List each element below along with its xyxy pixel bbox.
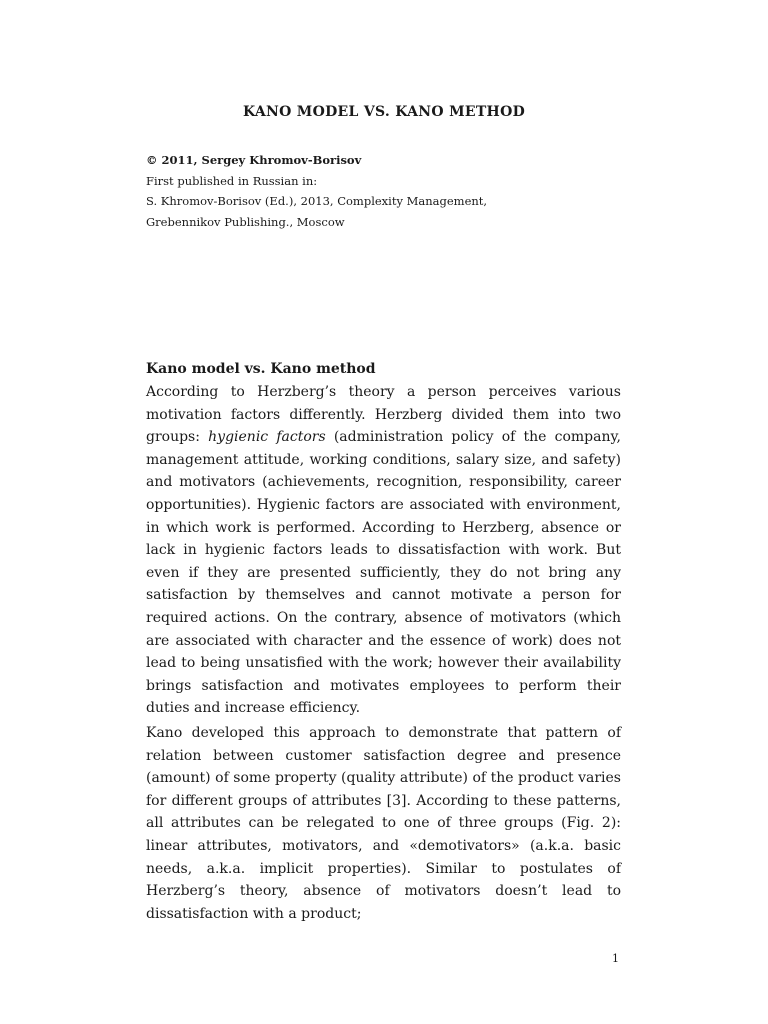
para1-italic-term: hygienic factors [208, 429, 326, 446]
publisher-line: Grebennikov Publishing., Moscow [146, 214, 345, 229]
para2-text: Kano developed this approach to demonstrate that pattern of relation between customer satisfaction degree and presence (amount) of some property (quality attribute) of the product varies for different groups of attributes [3]. According to these patterns, all attributes can be relegated to one of three groups (Fig. 2): linear attributes, motivators, and «demotivators» (a.k.a. basic needs, a.k.a. implicit properties). Similar to postulates of Herzberg’s theory, absence of motivators doesn’t lead to dissatisfaction with a product; [146, 725, 621, 922]
body-paragraph-2 [146, 722, 621, 925]
body-paragraph-1 [146, 381, 621, 720]
published-note: First published in Russian in: [146, 173, 318, 188]
publication-info [146, 150, 626, 232]
page-number: 1 [612, 952, 619, 965]
copyright-line: © 2011, Sergey Khromov-Borisov [146, 153, 362, 167]
document-title: KANO MODEL VS. KANO METHOD [242, 104, 526, 120]
source-line: S. Khromov-Borisov (Ed.), 2013, Complexity Management, [146, 194, 488, 208]
para1-text-start: According to Herzberg’s theory a person perceives various motivation factors differently. Herzberg divided them into two groups: [146, 384, 621, 446]
section-heading: Kano model vs. Kano method [146, 361, 376, 377]
para1-text-rest: (administration policy of the company, management attitude, working conditions, salary size, and safety) and motivators (achievements, recognition, responsibility, career opportunities). Hygienic factors are associated with environment, in which work is performed. According to Herzberg, absence or lack in hygienic factors leads to dissatisfaction with work. But even if they are presented sufficiently, they do not bring any satisfaction by themselves and cannot motivate a person for required actions. On the contrary, absence of motivators (which are associated with character and the essence of work) does not lead to being unsatisfied with the work; however their availability brings satisfaction and motivates employees to perform their duties and increase efficiency. [146, 429, 621, 717]
